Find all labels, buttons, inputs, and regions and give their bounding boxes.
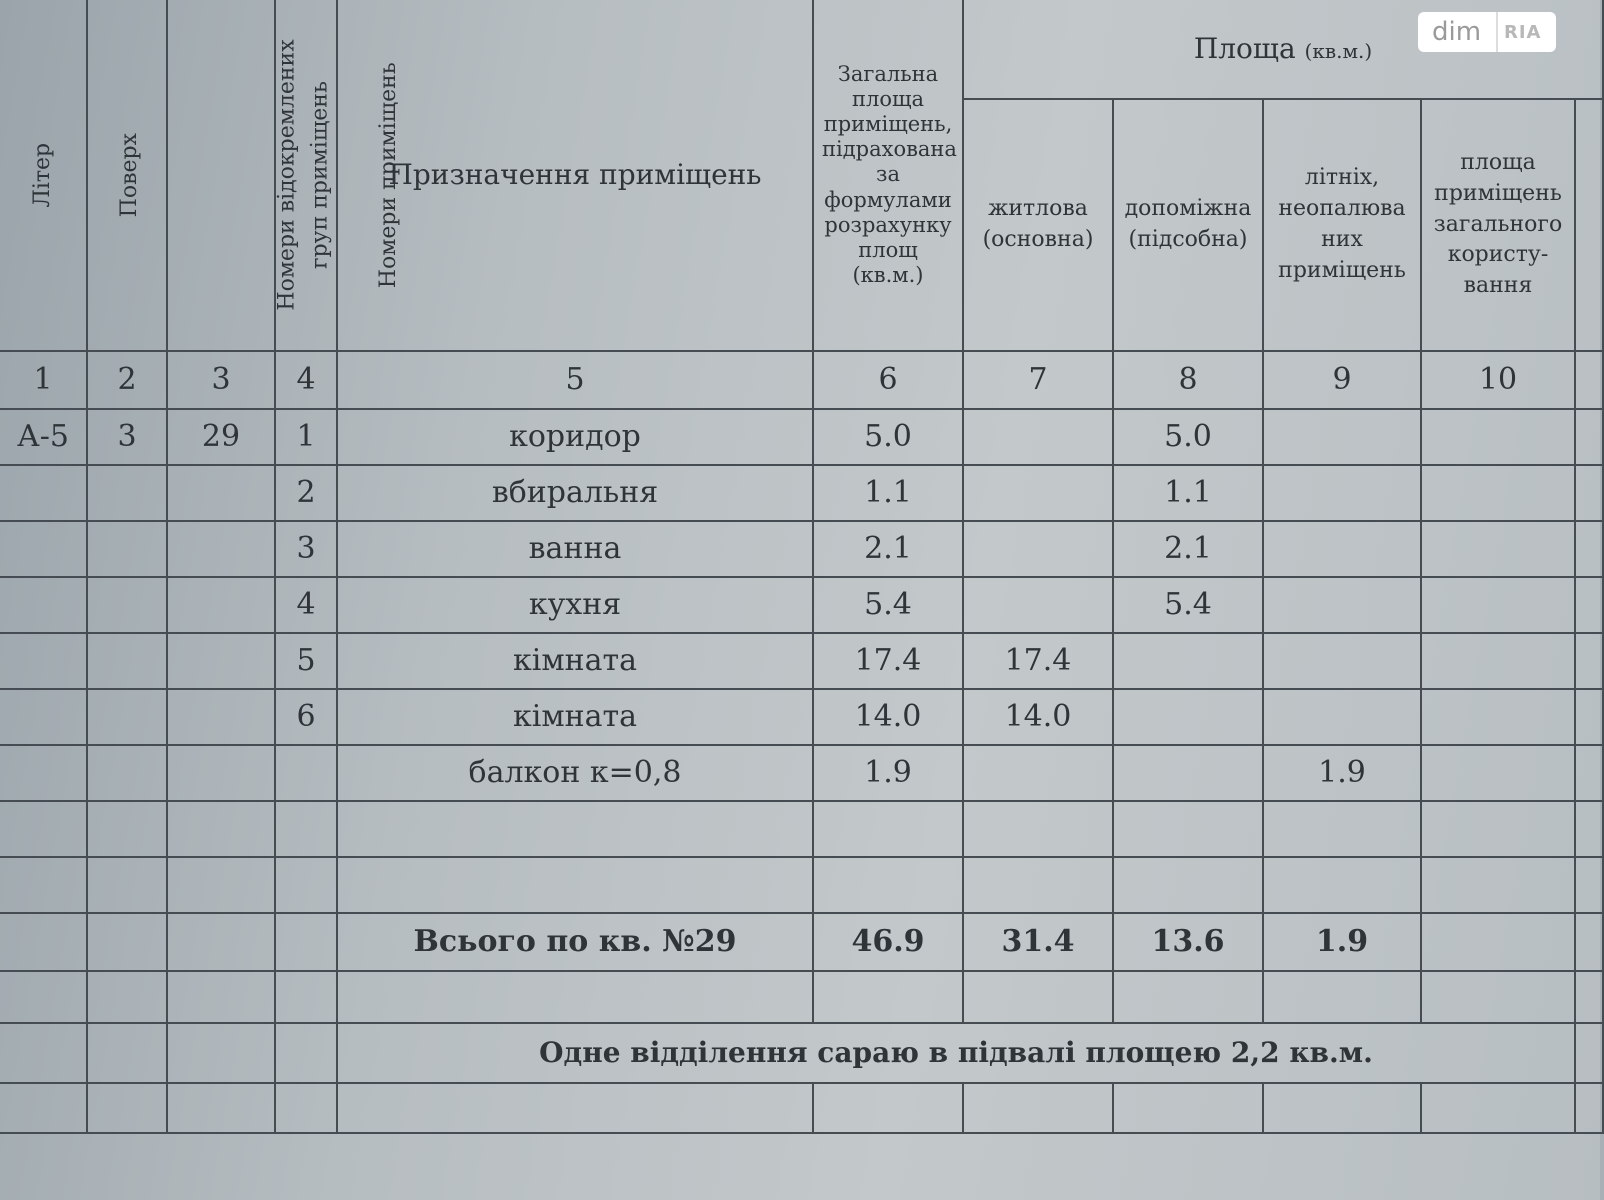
header-group-numbers: Номери відокремлених груп приміщень xyxy=(167,0,275,351)
cell-group xyxy=(167,465,275,521)
cell-liter xyxy=(0,689,87,745)
header-total-area: Загальна площа приміщень, підрахована за формулами розрахунку площ (кв.м.) xyxy=(813,0,963,351)
cell-summer-area xyxy=(1263,577,1421,633)
cell-summer-area xyxy=(1263,633,1421,689)
cell-living-area xyxy=(963,521,1113,577)
cell-room-number: 6 xyxy=(275,689,337,745)
cell-floor xyxy=(87,689,167,745)
table-row xyxy=(0,689,1603,745)
watermark-dim: dim xyxy=(1432,17,1482,47)
cell-total-area: 17.4 xyxy=(813,633,963,689)
area-title: Площа xyxy=(1193,32,1296,66)
shed-note: Одне відділення сараю в підвалі площею 2,2 кв.м. xyxy=(337,1023,1575,1083)
cell-liter xyxy=(0,521,87,577)
cell-summer-area xyxy=(1263,465,1421,521)
empty-row xyxy=(0,857,1603,913)
col-number: 5 xyxy=(337,351,813,409)
area-unit: (кв.м.) xyxy=(1304,39,1373,64)
header-summer: літніх, неопалюва них приміщень xyxy=(1263,99,1421,351)
cell-common-area xyxy=(1421,577,1575,633)
cell-living-area xyxy=(963,745,1113,801)
col-number: 6 xyxy=(813,351,963,409)
cell-summer-area xyxy=(1263,689,1421,745)
cell-floor xyxy=(87,633,167,689)
cell-room-number: 3 xyxy=(275,521,337,577)
cell-room-number xyxy=(275,745,337,801)
cell-purpose: вбиральня xyxy=(337,465,813,521)
cell-common-area xyxy=(1421,521,1575,577)
column-number-row xyxy=(0,351,1603,409)
total-label: Всього по кв. №29 xyxy=(337,913,813,971)
cell-total-area: 2.1 xyxy=(813,521,963,577)
table-row xyxy=(0,521,1603,577)
cell-living-area: 14.0 xyxy=(963,689,1113,745)
cell-room-number: 2 xyxy=(275,465,337,521)
col-number: 2 xyxy=(87,351,167,409)
cell-total-area: 5.0 xyxy=(813,409,963,465)
col-number: 10 xyxy=(1421,351,1575,409)
col-number: 7 xyxy=(963,351,1113,409)
cell-purpose: ванна xyxy=(337,521,813,577)
cell-floor xyxy=(87,465,167,521)
cell-liter: А-5 xyxy=(0,409,87,465)
total-common-area xyxy=(1421,913,1575,971)
cell-group xyxy=(167,633,275,689)
cell-summer-area xyxy=(1263,521,1421,577)
table-row xyxy=(0,577,1603,633)
cell-group xyxy=(167,521,275,577)
total-living-area: 31.4 xyxy=(963,913,1113,971)
col-number: 9 xyxy=(1263,351,1421,409)
cell-common-area xyxy=(1421,465,1575,521)
cell-living-area xyxy=(963,409,1113,465)
cell-auxiliary-area: 2.1 xyxy=(1113,521,1263,577)
cell-group xyxy=(167,689,275,745)
cell-common-area xyxy=(1421,633,1575,689)
cell-total-area: 1.1 xyxy=(813,465,963,521)
cell-room-number: 5 xyxy=(275,633,337,689)
cell-purpose: балкон к=0,8 xyxy=(337,745,813,801)
cell-summer-area: 1.9 xyxy=(1263,745,1421,801)
cell-common-area xyxy=(1421,745,1575,801)
empty-row xyxy=(0,971,1603,1023)
cell-auxiliary-area xyxy=(1113,689,1263,745)
cell-liter xyxy=(0,633,87,689)
table-row xyxy=(0,409,1603,465)
cell-purpose: кімната xyxy=(337,633,813,689)
cell-living-area: 17.4 xyxy=(963,633,1113,689)
header-living: житлова (основна) xyxy=(963,99,1113,351)
dim-ria-watermark xyxy=(1418,12,1556,52)
empty-row xyxy=(0,1083,1603,1133)
cell-group xyxy=(167,577,275,633)
header-purpose: Призначення приміщень xyxy=(337,0,813,351)
cell-living-area xyxy=(963,577,1113,633)
table-row xyxy=(0,633,1603,689)
cell-floor xyxy=(87,577,167,633)
cell-purpose: кімната xyxy=(337,689,813,745)
cell-floor xyxy=(87,521,167,577)
header-auxiliary: допоміжна (підсобна) xyxy=(1113,99,1263,351)
total-summer-area: 1.9 xyxy=(1263,913,1421,971)
note-row xyxy=(0,1023,1603,1083)
cell-total-area: 5.4 xyxy=(813,577,963,633)
col-number: 8 xyxy=(1113,351,1263,409)
cell-auxiliary-area: 5.0 xyxy=(1113,409,1263,465)
total-auxiliary-area: 13.6 xyxy=(1113,913,1263,971)
cell-living-area xyxy=(963,465,1113,521)
col-number: 1 xyxy=(0,351,87,409)
empty-row xyxy=(0,801,1603,857)
watermark-ria: RIA xyxy=(1496,12,1542,52)
cell-liter xyxy=(0,745,87,801)
cell-floor: 3 xyxy=(87,409,167,465)
col-number: 3 xyxy=(167,351,275,409)
col-number: 4 xyxy=(275,351,337,409)
header-floor: Поверх xyxy=(87,0,167,351)
cell-purpose: коридор xyxy=(337,409,813,465)
header-room-numbers: Номери приміщень xyxy=(275,0,337,351)
cell-auxiliary-area xyxy=(1113,745,1263,801)
cell-total-area: 14.0 xyxy=(813,689,963,745)
total-row xyxy=(0,913,1603,971)
table-row xyxy=(0,465,1603,521)
cell-common-area xyxy=(1421,689,1575,745)
cell-liter xyxy=(0,465,87,521)
cell-auxiliary-area: 1.1 xyxy=(1113,465,1263,521)
header-common: площа приміщень загального користу- вання xyxy=(1421,99,1575,351)
cell-liter xyxy=(0,577,87,633)
cell-room-number: 4 xyxy=(275,577,337,633)
cell-purpose: кухня xyxy=(337,577,813,633)
header-liter: Літер xyxy=(0,0,87,351)
cell-room-number: 1 xyxy=(275,409,337,465)
cell-total-area: 1.9 xyxy=(813,745,963,801)
cell-auxiliary-area: 5.4 xyxy=(1113,577,1263,633)
cell-group xyxy=(167,745,275,801)
cell-summer-area xyxy=(1263,409,1421,465)
cell-floor xyxy=(87,745,167,801)
cell-group: 29 xyxy=(167,409,275,465)
total-area: 46.9 xyxy=(813,913,963,971)
cell-common-area xyxy=(1421,409,1575,465)
table-row xyxy=(0,745,1603,801)
cell-auxiliary-area xyxy=(1113,633,1263,689)
